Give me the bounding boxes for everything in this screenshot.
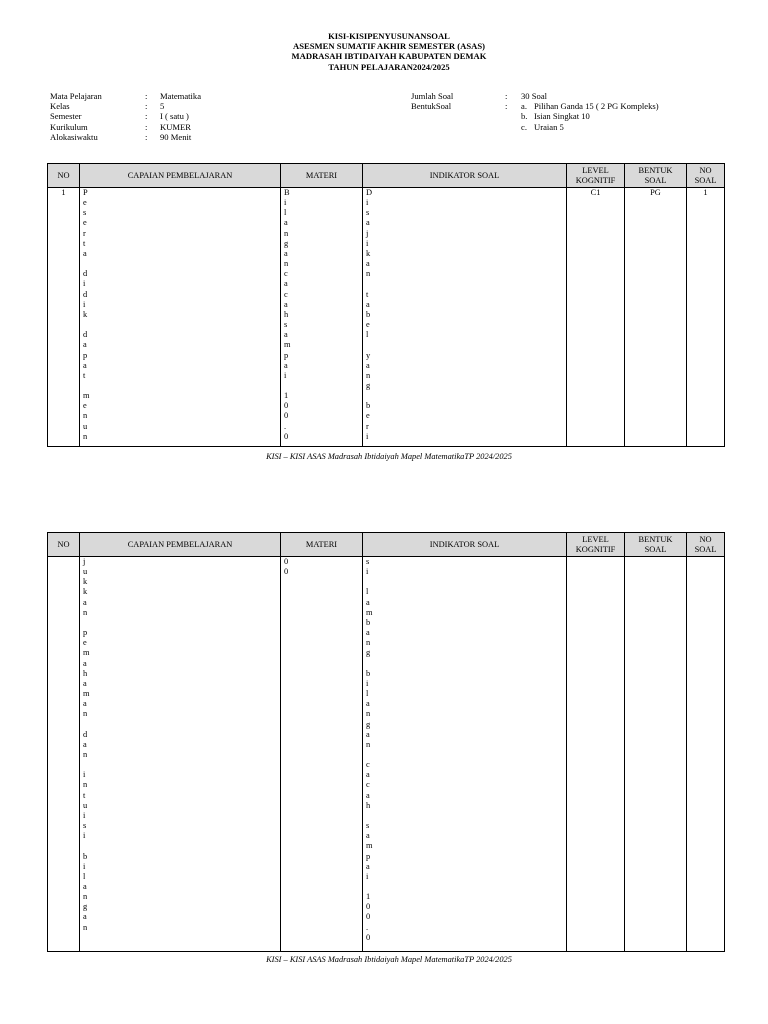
bentuk-item <box>521 111 590 121</box>
header-indikator: INDIKATOR SOAL <box>363 164 567 188</box>
meta-colon: : <box>145 111 148 122</box>
indikator-text: D i s a j i k a n t a b e l y a n g b e r i <box>366 188 373 441</box>
capaian-text: j u k k a n p e m a h a m a n d a n i n t u i s i b i l a n g a n <box>83 557 90 932</box>
cell-capaian <box>80 557 281 952</box>
meta-key: Kurikulum <box>50 121 88 132</box>
bentuk-text: Isian Singkat 10 <box>534 111 590 122</box>
header-level <box>567 533 625 557</box>
header-level <box>567 164 625 188</box>
header-level-line-1: LEVEL <box>582 535 609 544</box>
cell-bentuk: PG <box>625 188 687 447</box>
header-capaian: CAPAIAN PEMBELAJARAN <box>80 164 281 188</box>
meta-row-mapel <box>50 91 201 101</box>
bentuk-letter: b. <box>521 111 528 122</box>
cell-materi <box>281 188 363 447</box>
meta-key: Mata Pelajaran <box>50 91 102 101</box>
title-line-1: KISI-KISIPENYUSUNANSOAL <box>328 31 450 41</box>
meta-row-bentuk-c <box>411 122 659 132</box>
header-bentuk <box>625 533 687 557</box>
header-capaian: CAPAIAN PEMBELAJARAN <box>80 533 281 557</box>
kisi-table-page-2 <box>47 532 725 952</box>
cell-bentuk <box>625 557 687 952</box>
page-footer: KISI – KISI ASAS Madrasah Ibtidaiyah Mapel MatematikaTP 2024/2025 <box>266 955 512 964</box>
meta-key: Kelas <box>50 101 70 112</box>
meta-value: 90 Menit <box>160 131 192 142</box>
meta-row-alokasi <box>50 132 201 142</box>
meta-row-kelas <box>50 101 201 111</box>
header-nosoal <box>687 164 725 188</box>
meta-row-semester <box>50 111 201 121</box>
meta-colon: : <box>505 101 508 112</box>
header-nosoal-line-1: NO <box>699 166 712 175</box>
page-footer: KISI – KISI ASAS Madrasah Ibtidaiyah Mapel MatematikaTP 2024/2025 <box>266 452 512 461</box>
cell-materi <box>281 557 363 952</box>
header-level-line-2: KOGNITIF <box>575 175 616 185</box>
bentuk-text: Uraian 5 <box>534 121 564 132</box>
bentuk-item <box>521 101 659 111</box>
title-line-2: ASESMEN SUMATIF AKHIR SEMESTER (ASAS) <box>293 41 485 52</box>
meta-colon: : <box>145 121 148 132</box>
cell-nosoal <box>687 557 725 952</box>
meta-key: Alokasiwaktu <box>50 131 98 142</box>
meta-value: 5 <box>160 101 165 112</box>
meta-key: BentukSoal <box>411 101 452 112</box>
header-materi: MATERI <box>281 533 363 557</box>
bentuk-letter: a. <box>521 101 527 112</box>
meta-row-bentuk <box>411 101 659 111</box>
cell-no: 1 <box>48 188 80 447</box>
header-indikator: INDIKATOR SOAL <box>363 533 567 557</box>
header-no: NO <box>48 533 80 557</box>
cell-indikator <box>363 188 567 447</box>
meta-colon: : <box>505 91 508 101</box>
title-line-4: TAHUN PELAJARAN2024/2025 <box>328 61 450 72</box>
materi-text: 0 0 <box>284 557 289 577</box>
meta-value: 30 Soal <box>521 91 548 101</box>
header-nosoal-line-1: NO <box>699 535 712 544</box>
indikator-text: s i l a m b a n g b i l a n g a n c a c a h s a m p a i 1 0 0 . 0 <box>366 557 373 942</box>
meta-key: Jumlah Soal <box>411 91 454 101</box>
meta-value: I ( satu ) <box>160 111 189 122</box>
meta-colon: : <box>145 131 148 142</box>
cell-level: C1 <box>567 188 625 447</box>
meta-colon: : <box>145 91 148 101</box>
header-bentuk-line-2: SOAL <box>644 544 667 554</box>
header-nosoal <box>687 533 725 557</box>
meta-row-bentuk-b <box>411 111 659 121</box>
capaian-text: P e s e r t a d i d i k d a p a t m e n u n <box>83 188 90 441</box>
header-bentuk-line-1: BENTUK <box>638 166 673 175</box>
document-title <box>0 31 768 72</box>
header-nosoal-line-2: SOAL <box>694 175 717 185</box>
meta-key: Semester <box>50 111 82 122</box>
meta-value: Matematika <box>160 91 202 101</box>
table-row <box>48 557 725 952</box>
kisi-table-page-1 <box>47 163 725 447</box>
cell-level <box>567 557 625 952</box>
meta-row-jumlah <box>411 91 659 101</box>
header-bentuk-line-2: SOAL <box>644 175 667 185</box>
bentuk-text: Pilihan Ganda 15 ( 2 PG Kompleks) <box>534 101 659 112</box>
bentuk-item <box>521 122 564 132</box>
meta-row-kurikulum <box>50 122 201 132</box>
header-no: NO <box>48 164 80 188</box>
header-bentuk-line-1: BENTUK <box>638 535 673 544</box>
header-level-line-2: KOGNITIF <box>575 544 616 554</box>
cell-no <box>48 557 80 952</box>
title-line-3: MADRASAH IBTIDAIYAH KABUPATEN DEMAK <box>291 51 487 62</box>
meta-value: KUMER <box>160 121 192 132</box>
header-nosoal-line-2: SOAL <box>694 544 717 554</box>
table-header-row <box>48 533 725 557</box>
meta-colon: : <box>145 101 148 112</box>
bentuk-letter: c. <box>521 121 527 132</box>
meta-left <box>50 91 201 142</box>
header-bentuk <box>625 164 687 188</box>
materi-text: B i l a n g a n c a c a h s a m p a i 1 0 0 . 0 <box>284 188 291 441</box>
meta-right <box>411 91 659 132</box>
cell-indikator <box>363 557 567 952</box>
cell-nosoal: 1 <box>687 188 725 447</box>
header-materi: MATERI <box>281 164 363 188</box>
table-row <box>48 188 725 447</box>
cell-capaian <box>80 188 281 447</box>
header-level-line-1: LEVEL <box>582 166 609 175</box>
table-header-row <box>48 164 725 188</box>
